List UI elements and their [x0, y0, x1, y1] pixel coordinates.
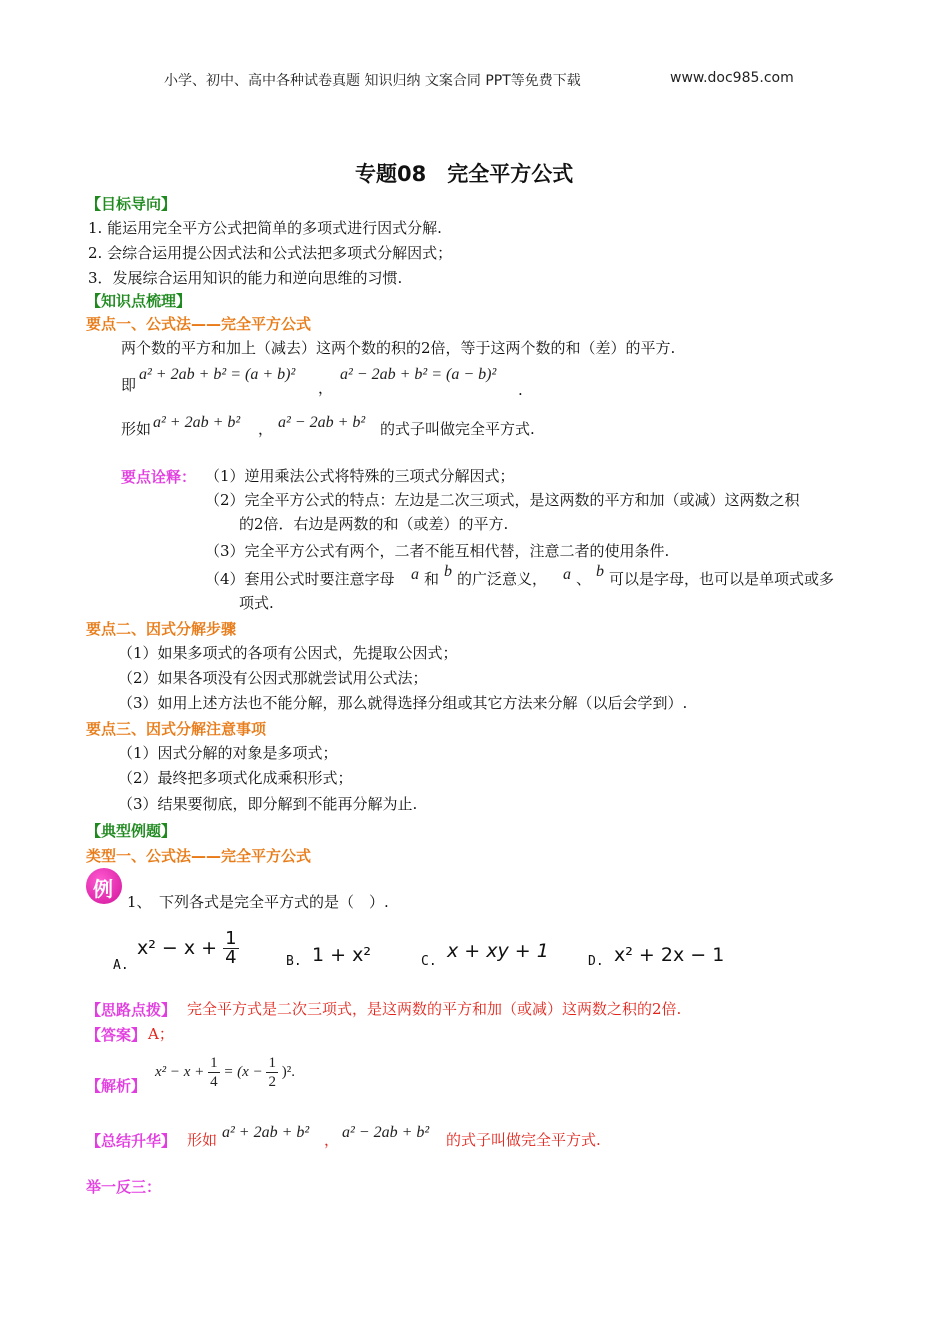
goals-heading: 【目标导向】	[86, 195, 177, 213]
kp3-heading: 要点三、因式分解注意事项	[86, 720, 267, 738]
goal-item-1: 1. 能运用完全平方公式把简单的多项式进行因式分解.	[88, 219, 442, 237]
option-a-expr[interactable]: x² − x + $\frac{1}{4}$	[137, 928, 237, 968]
summary-suffix: 的式子叫做完全平方式.	[446, 1131, 601, 1149]
site-header-text: 小学、初中、高中各种试卷真题 知识归纳 文案合同 PPT等免费下载	[164, 73, 581, 89]
formula-square-diff: a² − 2ab + b² = (a − b)²	[340, 366, 497, 383]
note-4a-pre: （4）套用公式时要注意字母	[205, 570, 395, 588]
expr-square-diff: a² − 2ab + b²	[278, 414, 366, 431]
summary-label: 【总结升华】	[86, 1132, 177, 1150]
formula-square-sum: a² + 2ab + b² = (a + b)²	[139, 366, 296, 383]
example-badge-icon: 例	[86, 868, 122, 904]
type1-heading: 类型一、公式法——完全平方公式	[86, 847, 312, 865]
goal-item-2: 2. 会综合运用提公因式法和公式法把多项式分解因式；	[88, 244, 453, 262]
knowledge-heading: 【知识点梳理】	[86, 292, 192, 310]
note-4a-post: 可以是字母，也可以是单项式或多	[609, 570, 835, 588]
expr-square-sum: a² + 2ab + b²	[153, 414, 241, 431]
note-4a-sep: 、	[576, 570, 592, 588]
notes-heading: 要点诠释：	[121, 468, 197, 486]
note-1: （1）逆用乘法公式将特殊的三项式分解因式；	[205, 467, 515, 485]
note-3: （3）完全平方公式有两个，二者不能互相代替，注意二者的使用条件.	[205, 542, 670, 560]
kp2-item-3: （3）如用上述方法也不能分解，那么就得选择分组或其它方法来分解（以后会学到）.	[118, 694, 688, 712]
analysis-formula: x² − x + $\frac{1}{4}$ = (x − $\frac{1}{2}$ )².	[155, 1055, 295, 1090]
practice-heading: 举一反三：	[86, 1178, 162, 1196]
option-d-expr[interactable]: x² + 2x − 1	[614, 944, 725, 966]
option-c-label[interactable]: C.	[421, 954, 437, 969]
kp1-period: .	[518, 381, 523, 399]
goal-item-3: 3．发展综合运用知识的能力和逆向思维的习惯.	[88, 269, 403, 287]
question-1: 1、 下列各式是完全平方式的是（ ）.	[127, 893, 389, 911]
summary-expr-sum: a² + 2ab + b²	[222, 1124, 310, 1141]
var-b-2: b	[596, 563, 604, 580]
hint-text: 完全平方式是二次三项式，是这两数的平方和加（或减）这两数之积的2倍.	[187, 1000, 682, 1018]
option-d-label[interactable]: D.	[588, 954, 604, 969]
option-c-expr[interactable]: x + xy + 1	[447, 940, 549, 962]
note-4a-mid: 的广泛意义，	[457, 570, 548, 588]
analysis-label: 【解析】	[86, 1077, 147, 1095]
site-url[interactable]: www.doc985.com	[670, 70, 794, 86]
option-b-label[interactable]: B.	[286, 954, 302, 969]
kp3-item-3: （3）结果要彻底，即分解到不能再分解为止.	[118, 795, 418, 813]
note-4b: 项式.	[239, 594, 274, 612]
kp3-item-2: （2）最终把多项式化成乘积形式；	[118, 769, 353, 787]
note-2b: 的2倍．右边是两数的和（或差）的平方.	[239, 515, 509, 533]
note-2a: （2）完全平方公式的特点：左边是二次三项式，是这两数的平方和加（或减）这两数之积	[205, 491, 800, 509]
kp1-comma-2: ，	[258, 420, 274, 438]
kp1-ji: 即	[121, 376, 137, 394]
var-b: b	[444, 563, 452, 580]
examples-heading: 【典型例题】	[86, 822, 177, 840]
kp1-comma: ，	[318, 379, 334, 397]
summary-comma: ，	[324, 1131, 340, 1149]
kp2-item-1: （1）如果多项式的各项有公因式，先提取公因式；	[118, 644, 458, 662]
hint-label: 【思路点拨】	[86, 1001, 177, 1019]
kp1-heading: 要点一、公式法——完全平方公式	[86, 315, 312, 333]
kp1-line1: 两个数的平方和加上（减去）这两个数的积的2倍，等于这两个数的和（差）的平方.	[121, 339, 676, 357]
var-a: a	[411, 566, 419, 583]
summary-expr-diff: a² − 2ab + b²	[342, 1124, 430, 1141]
answer-text: A；	[148, 1025, 174, 1043]
kp2-item-2: （2）如果各项没有公因式那就尝试用公式法；	[118, 669, 428, 687]
kp3-item-1: （1）因式分解的对象是多项式；	[118, 744, 338, 762]
kp1-xingru: 形如	[121, 420, 152, 438]
kp2-heading: 要点二、因式分解步骤	[86, 620, 237, 638]
answer-label: 【答案】	[86, 1026, 147, 1044]
option-a-label[interactable]: A.	[113, 958, 129, 973]
summary-prefix: 形如	[187, 1131, 218, 1149]
note-4a-and: 和	[424, 570, 440, 588]
option-b-expr[interactable]: 1 + x²	[312, 944, 371, 966]
page-title: 专题08 完全平方公式	[355, 162, 574, 186]
kp1-suffix: 的式子叫做完全平方式.	[380, 420, 535, 438]
var-a-2: a	[563, 566, 571, 583]
